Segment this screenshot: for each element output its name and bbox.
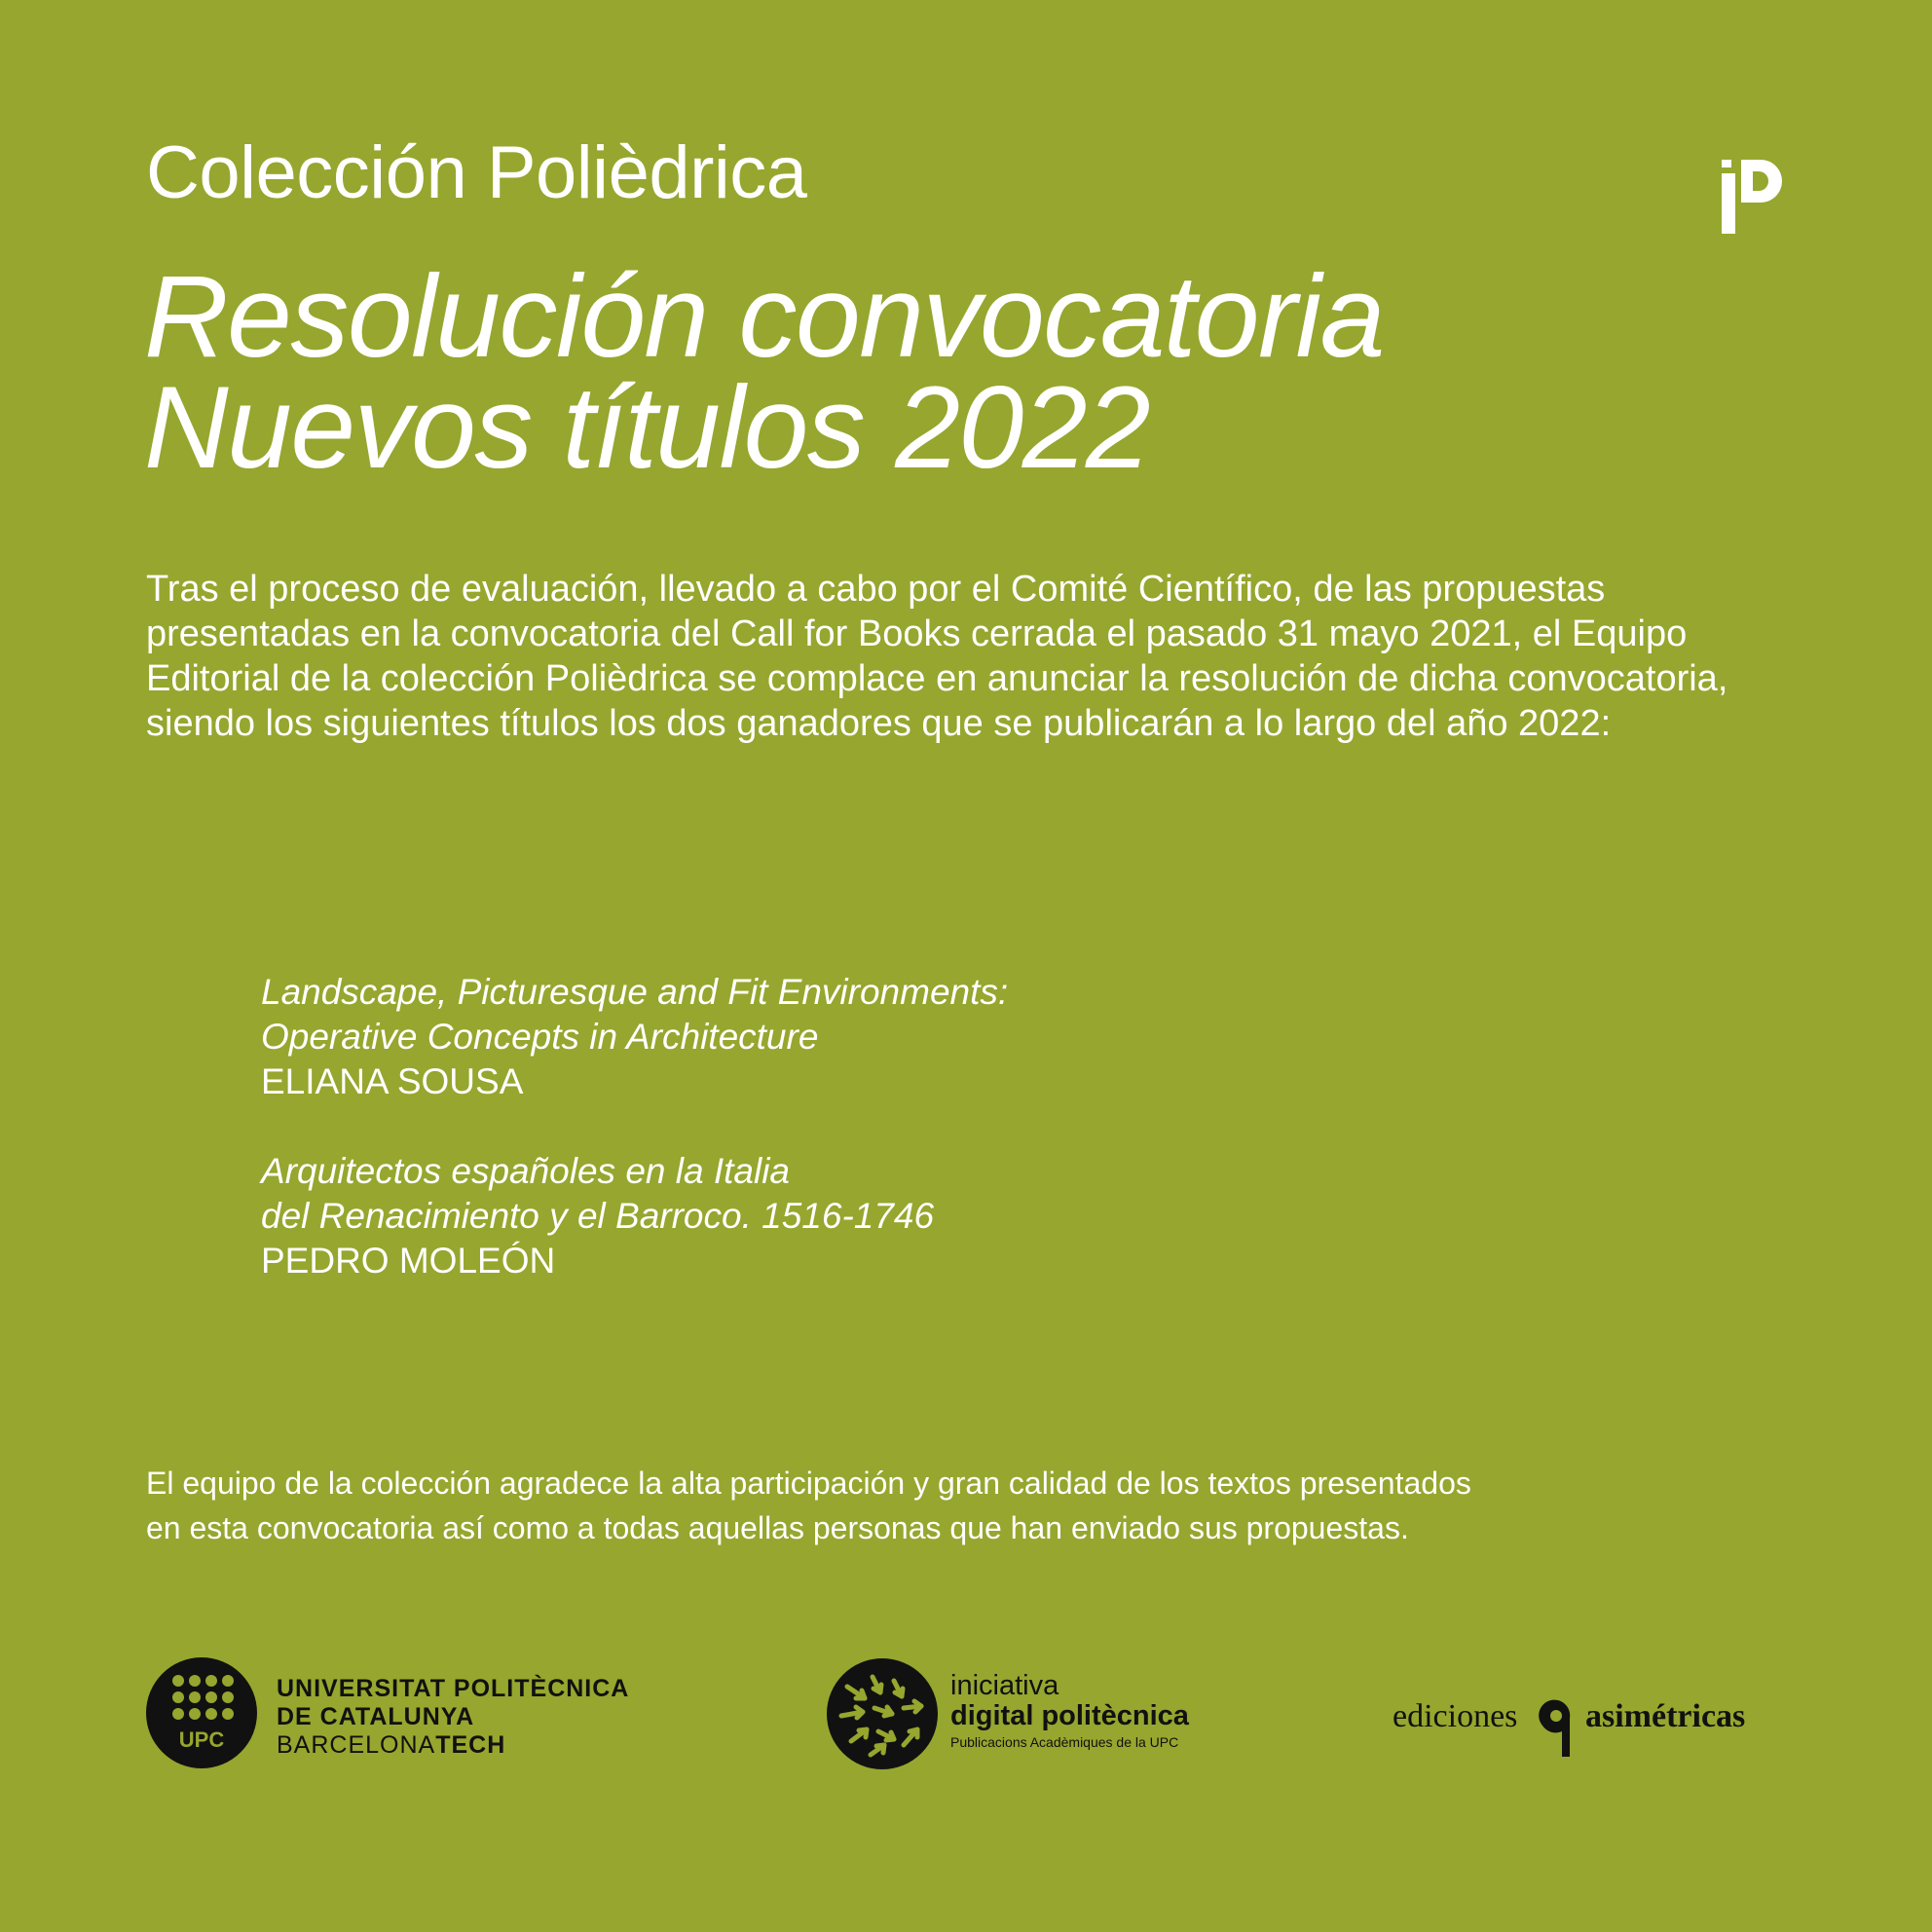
winning-books-list xyxy=(261,970,1527,1328)
series-name: Colección Polièdrica xyxy=(146,131,807,214)
title-line-1: Resolución convocatoria xyxy=(144,251,1384,382)
closing-line-1: El equipo de la colección agradece la alta participación y gran calidad de los textos presentados xyxy=(146,1466,1471,1501)
intro-paragraph: Tras el proceso de evaluación, llevado a cabo por el Comité Científico, de las propuestas presentadas en la convocatoria del Call for Books cerrada el pasado 31 mayo 2021, el Equipo Editorial de la colección Polièdrica se complace en anunciar la resolución de dicha convocatoria, siendo los siguientes títulos los dos ganadores que se publicarán a lo largo del año 2022: xyxy=(146,569,1728,744)
idp-line-2: digital politècnica xyxy=(950,1700,1189,1731)
closing-paragraph xyxy=(146,1461,1802,1550)
upc-logo xyxy=(146,1657,691,1774)
book-author: PEDRO MOLEÓN xyxy=(261,1241,556,1281)
ediciones-asimetricas-logo xyxy=(1393,1689,1802,1766)
book-title-line: del Renacimiento y el Barroco. 1516-1746 xyxy=(261,1196,935,1236)
book-entry xyxy=(261,970,1527,1104)
upc-line-3-bold: TECH xyxy=(435,1731,506,1759)
asimetricas-part-1: ediciones xyxy=(1393,1698,1518,1734)
announcement-title xyxy=(144,251,1384,493)
asimetricas-part-2: asimétricas xyxy=(1585,1698,1746,1734)
book-title-line: Arquitectos españoles en la Italia xyxy=(261,1151,791,1191)
upc-emblem-icon xyxy=(146,1657,257,1768)
upc-line-2: DE CATALUNYA xyxy=(277,1703,475,1730)
upc-line-3-regular: BARCELONA xyxy=(277,1731,436,1759)
upc-name xyxy=(277,1675,629,1760)
closing-line-2: en esta convocatoria así como a todas aquellas personas que han enviado sus propuestas. xyxy=(146,1510,1409,1545)
iniciativa-digital-politecnica-logo xyxy=(826,1657,1254,1774)
book-title-line: Landscape, Picturesque and Fit Environments: xyxy=(261,972,1009,1012)
idp-line-1: iniciativa xyxy=(950,1670,1059,1701)
book-title-line: Operative Concepts in Architecture xyxy=(261,1017,819,1057)
book-entry xyxy=(261,1149,1527,1283)
asimetricas-mark-icon xyxy=(1537,1689,1576,1757)
arrows-emblem-icon xyxy=(826,1657,939,1770)
title-line-2: Nuevos títulos 2022 xyxy=(144,362,1150,493)
upc-badge-text: UPC xyxy=(178,1728,225,1752)
idp-name xyxy=(950,1671,1189,1753)
book-author: ELIANA SOUSA xyxy=(261,1061,524,1101)
polyedrica-logo-icon xyxy=(1722,160,1782,234)
idp-line-3: Publicacions Acadèmiques de la UPC xyxy=(950,1734,1179,1750)
upc-line-1: UNIVERSITAT POLITÈCNICA xyxy=(277,1675,630,1702)
